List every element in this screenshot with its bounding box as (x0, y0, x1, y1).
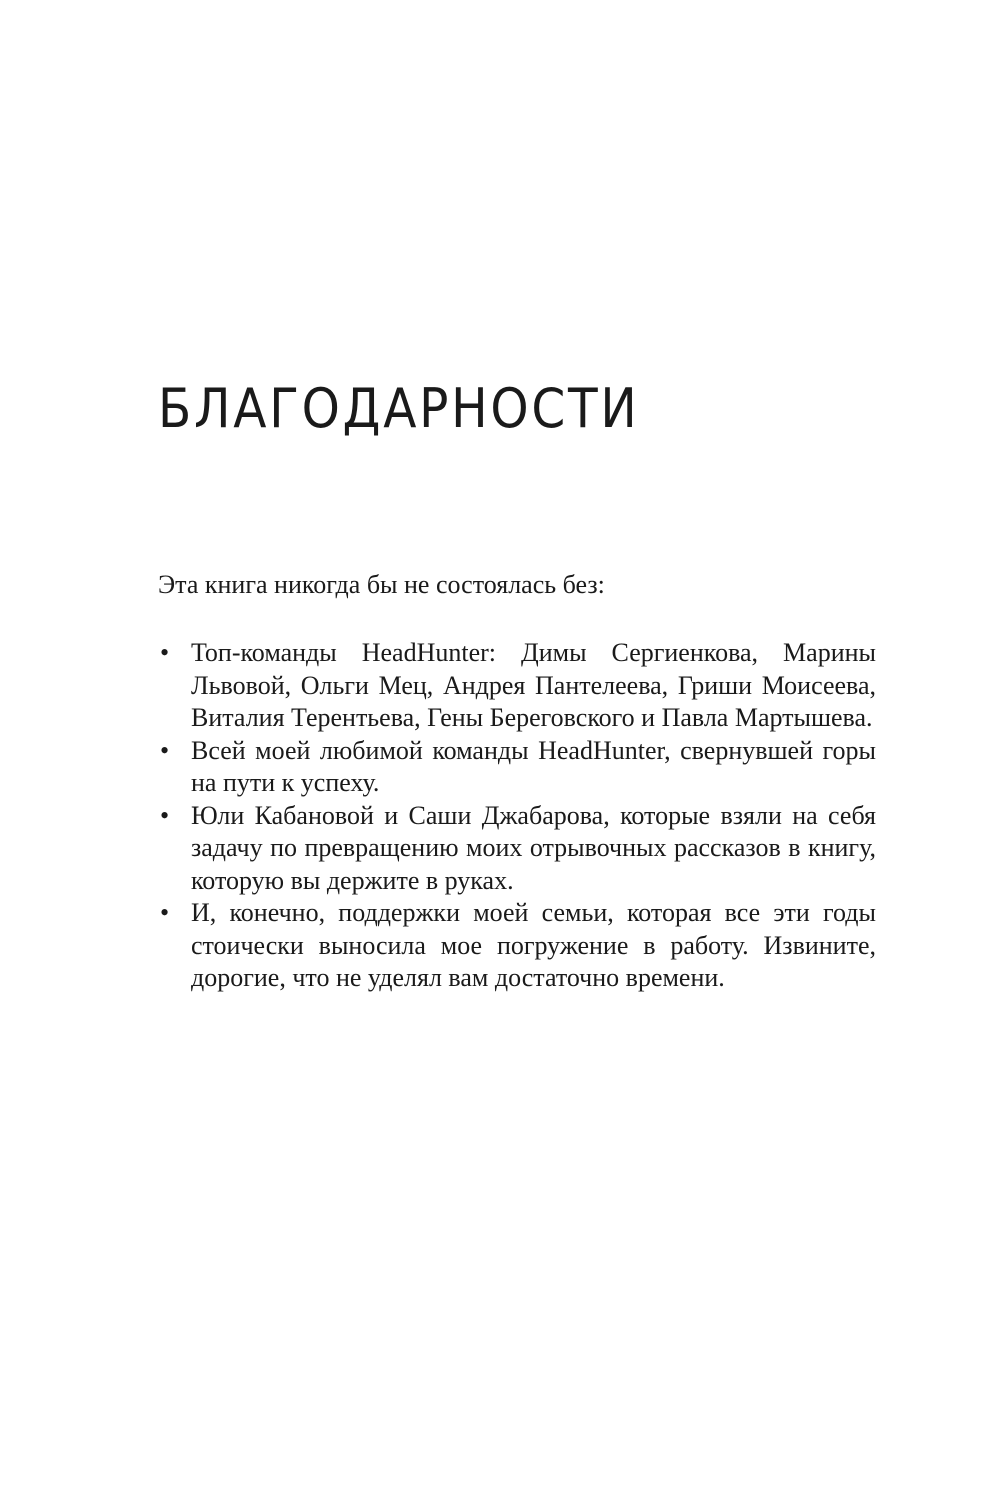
list-item (158, 800, 876, 898)
list-item (158, 637, 876, 735)
bullet-icon: • (160, 898, 170, 927)
intro-paragraph: Эта книга никогда бы не состоялась без: (158, 570, 605, 599)
bullet-icon: • (160, 800, 170, 830)
list-item-text: Всей моей любимой команды HeadHunter, свернувшей горы на пути к успеху. (191, 735, 876, 797)
list-item-text: Топ-команды HeadHunter: Димы Сергиенкова, Марины Львовой, Ольги Мец, Андрея Пантелеева, Гриши Моисеева, Виталия Терентьева, Гены Береговского и Павла Мартышева. (191, 638, 876, 732)
acknowledgements-list (158, 637, 876, 995)
page-title: БЛАГОДАРНОСТИ (158, 377, 640, 440)
bullet-icon: • (160, 638, 170, 667)
bullet-icon: • (160, 735, 170, 765)
list-item-text: Юли Кабановой и Саши Джабарова, которые взяли на себя задачу по превращению моих отрывочных рассказов в книгу, которую вы держите в руках. (191, 800, 876, 895)
list-item (158, 897, 876, 995)
list-item (158, 735, 876, 800)
list-item-text: И, конечно, поддержки моей семьи, которая все эти годы стоически выносила мое погружение в работу. Извините, дорогие, что не уделял вам достаточно времени. (191, 898, 876, 992)
